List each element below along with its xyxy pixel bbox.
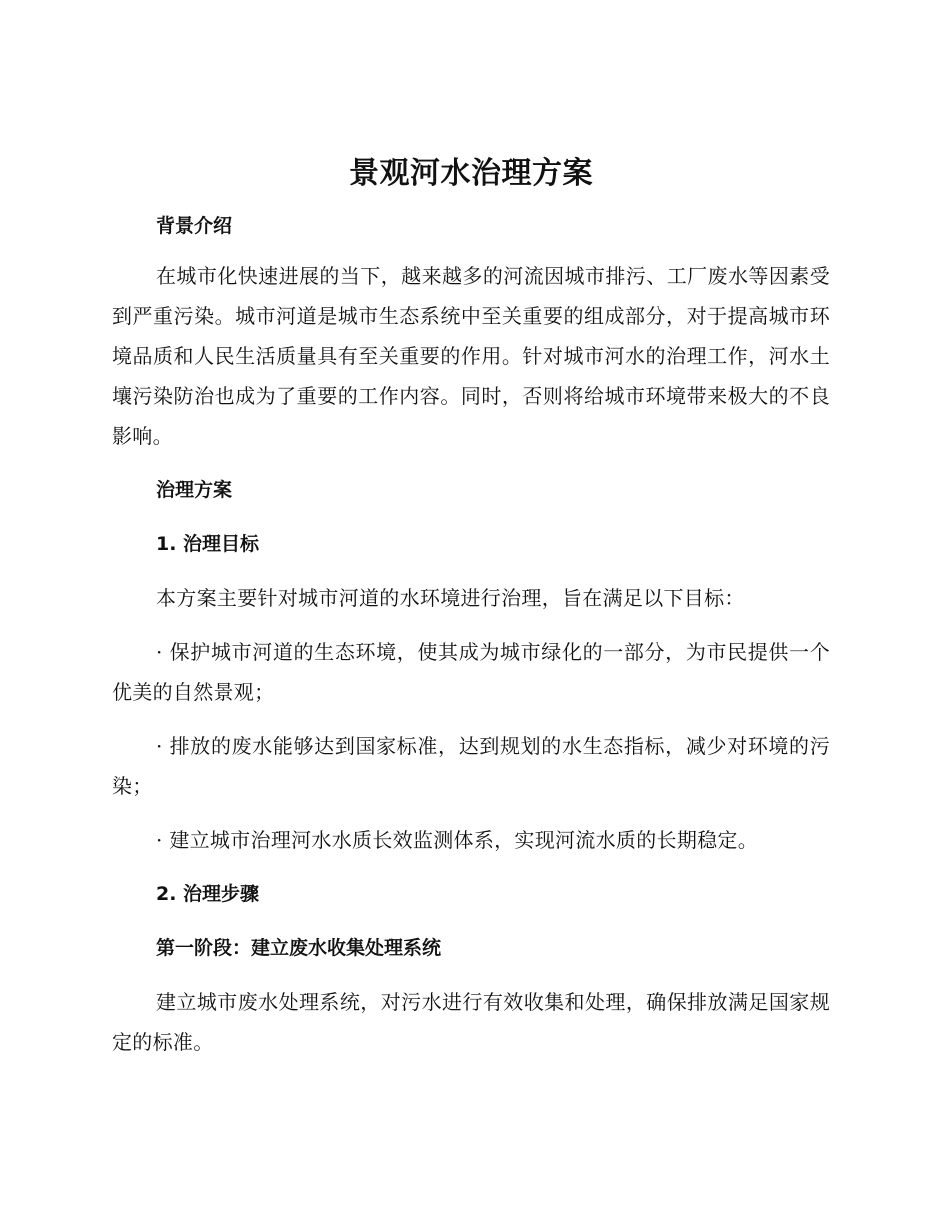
subsection-heading-steps: 2. 治理步骤 bbox=[156, 883, 260, 905]
goal-list-item: · 建立城市治理河水水质长效监测体系，实现河流水质的长期稳定。 bbox=[156, 828, 759, 852]
goal-list-item: · 排放的废水能够达到国家标准，达到规划的水生态指标，减少对环境的污染； bbox=[112, 734, 830, 798]
document-title: 景观河水治理方案 bbox=[349, 156, 593, 191]
section-heading-plan: 治理方案 bbox=[156, 479, 233, 501]
subsection-heading-goals: 1. 治理目标 bbox=[156, 533, 260, 555]
stage-heading-1: 第一阶段：建立废水收集处理系统 bbox=[156, 937, 442, 959]
goal-list-item: · 保护城市河道的生态环境，使其成为城市绿化的一部分，为市民提供一个优美的自然景观； bbox=[112, 640, 830, 704]
stage1-paragraph: 建立城市废水处理系统，对污水进行有效收集和处理，确保排放满足国家规定的标准。 bbox=[112, 990, 830, 1054]
goals-intro-paragraph: 本方案主要针对城市河道的水环境进行治理，旨在满足以下目标： bbox=[156, 586, 745, 610]
section-heading-background: 背景介绍 bbox=[156, 215, 233, 237]
background-paragraph: 在城市化快速进展的当下，越来越多的河流因城市排污、工厂废水等因素受到严重污染。城市河道是城市生态系统中至关重要的组成部分，对于提高城市环境品质和人民生活质量具有至关重要的作用。针对城市河水的治理工作，河水土壤污染防治也成为了重要的工作内容。同时，否则将给城市环境带来极大的不良影响。 bbox=[112, 264, 830, 448]
